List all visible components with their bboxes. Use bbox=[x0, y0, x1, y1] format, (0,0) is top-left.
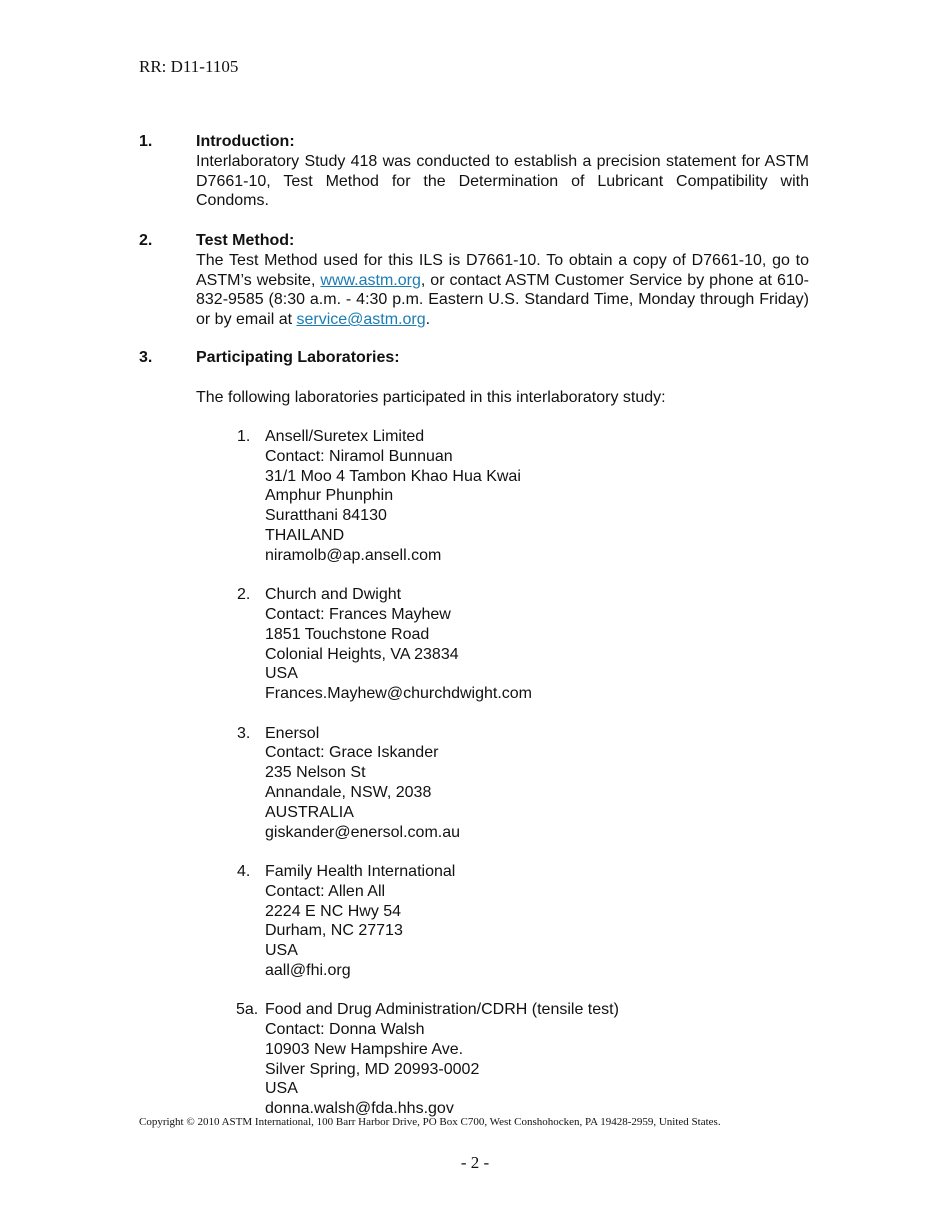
lab-name: Family Health International bbox=[265, 862, 456, 880]
section-title: Participating Laboratories: bbox=[196, 349, 400, 366]
lab-address-line: Suratthani 84130 bbox=[265, 507, 387, 525]
list-item bbox=[237, 724, 797, 843]
text-segment: The Test Method used for this ILS is D7661-10. To obtain a copy of D7661-10, go to ASTM’s website, bbox=[196, 251, 809, 289]
section-participating-laboratories bbox=[139, 348, 809, 408]
list-item-number: 4. bbox=[237, 862, 251, 880]
lab-address-line: Amphur Phunphin bbox=[265, 487, 394, 505]
lab-address-line: Silver Spring, MD 20993-0002 bbox=[265, 1060, 480, 1078]
lab-name: Ansell/Suretex Limited bbox=[265, 428, 425, 445]
lab-email: donna.walsh@fda.hhs.gov bbox=[265, 1100, 454, 1118]
section-intro-text: The following laboratories participated in this interlaboratory study: bbox=[196, 388, 666, 406]
lab-contact: Contact: Grace Iskander bbox=[265, 744, 439, 762]
section-number: 3. bbox=[139, 349, 153, 366]
list-item-number: 2. bbox=[237, 586, 251, 604]
document-id-header: RR: D11-1105 bbox=[139, 57, 239, 76]
lab-country: AUSTRALIA bbox=[265, 803, 354, 821]
list-item-number: 5a. bbox=[236, 1001, 259, 1019]
lab-country: USA bbox=[265, 942, 298, 960]
lab-address-line: Annandale, NSW, 2038 bbox=[265, 783, 432, 801]
lab-address-line: 10903 New Hampshire Ave. bbox=[265, 1040, 464, 1058]
lab-email: giskander@enersol.com.au bbox=[265, 823, 461, 841]
lab-address-line: Colonial Heights, VA 23834 bbox=[265, 645, 459, 663]
lab-email: Frances.Mayhew@churchdwight.com bbox=[265, 685, 533, 703]
section-introduction bbox=[139, 132, 809, 211]
lab-address-line: 31/1 Moo 4 Tambon Khao Hua Kwai bbox=[265, 467, 521, 485]
lab-contact: Contact: Frances Mayhew bbox=[265, 605, 451, 623]
lab-contact: Contact: Niramol Bunnuan bbox=[265, 447, 453, 465]
lab-name: Church and Dwight bbox=[265, 586, 402, 604]
text-segment: . bbox=[425, 311, 431, 329]
lab-name: Food and Drug Administration/CDRH (tensile test) bbox=[265, 1001, 619, 1019]
lab-email: aall@fhi.org bbox=[265, 961, 351, 979]
service-email-link[interactable]: service@astm.org bbox=[296, 311, 426, 329]
section-title: Introduction: bbox=[196, 133, 295, 150]
lab-country: THAILAND bbox=[265, 526, 345, 544]
list-item-number: 3. bbox=[237, 724, 251, 742]
section-number: 2. bbox=[139, 232, 153, 249]
lab-country: USA bbox=[265, 1080, 298, 1098]
section-text: Interlaboratory Study 418 was conducted to establish a precision statement for ASTM D7661-10, Test Method for the Determination of Lubricant Compatibility with Condoms. bbox=[196, 152, 809, 210]
page-number: - 2 - bbox=[460, 1153, 490, 1172]
lab-name: Enersol bbox=[265, 724, 320, 742]
list-item bbox=[237, 427, 797, 566]
list-item bbox=[237, 862, 797, 981]
lab-contact: Contact: Allen All bbox=[265, 882, 386, 900]
lab-address-line: 235 Nelson St bbox=[265, 764, 366, 782]
copyright-footer: Copyright © 2010 ASTM International, 100 Barr Harbor Drive, PO Box C700, West Conshohocken, PA 19428-2959, United States. bbox=[139, 1116, 721, 1128]
list-item bbox=[237, 1000, 797, 1119]
astm-website-link[interactable]: www.astm.org bbox=[320, 271, 421, 289]
list-item bbox=[237, 585, 797, 704]
text-segment: , or contact ASTM Customer Service by phone at 610-832-9585 (8:30 a.m. - 4:30 p.m. Eastern U.S. Standard Time, Monday through Friday) or by email at bbox=[196, 271, 810, 329]
lab-address-line: 2224 E NC Hwy 54 bbox=[265, 902, 402, 920]
lab-address-line: Durham, NC 27713 bbox=[265, 922, 403, 940]
section-number: 1. bbox=[139, 133, 153, 150]
section-text bbox=[196, 251, 809, 330]
section-test-method bbox=[139, 231, 809, 330]
lab-address-line: 1851 Touchstone Road bbox=[265, 625, 430, 643]
laboratory-list bbox=[237, 427, 797, 1139]
lab-email: niramolb@ap.ansell.com bbox=[265, 546, 442, 564]
lab-country: USA bbox=[265, 665, 298, 683]
section-title: Test Method: bbox=[196, 232, 295, 249]
lab-contact: Contact: Donna Walsh bbox=[265, 1021, 425, 1039]
list-item-number: 1. bbox=[237, 428, 251, 445]
